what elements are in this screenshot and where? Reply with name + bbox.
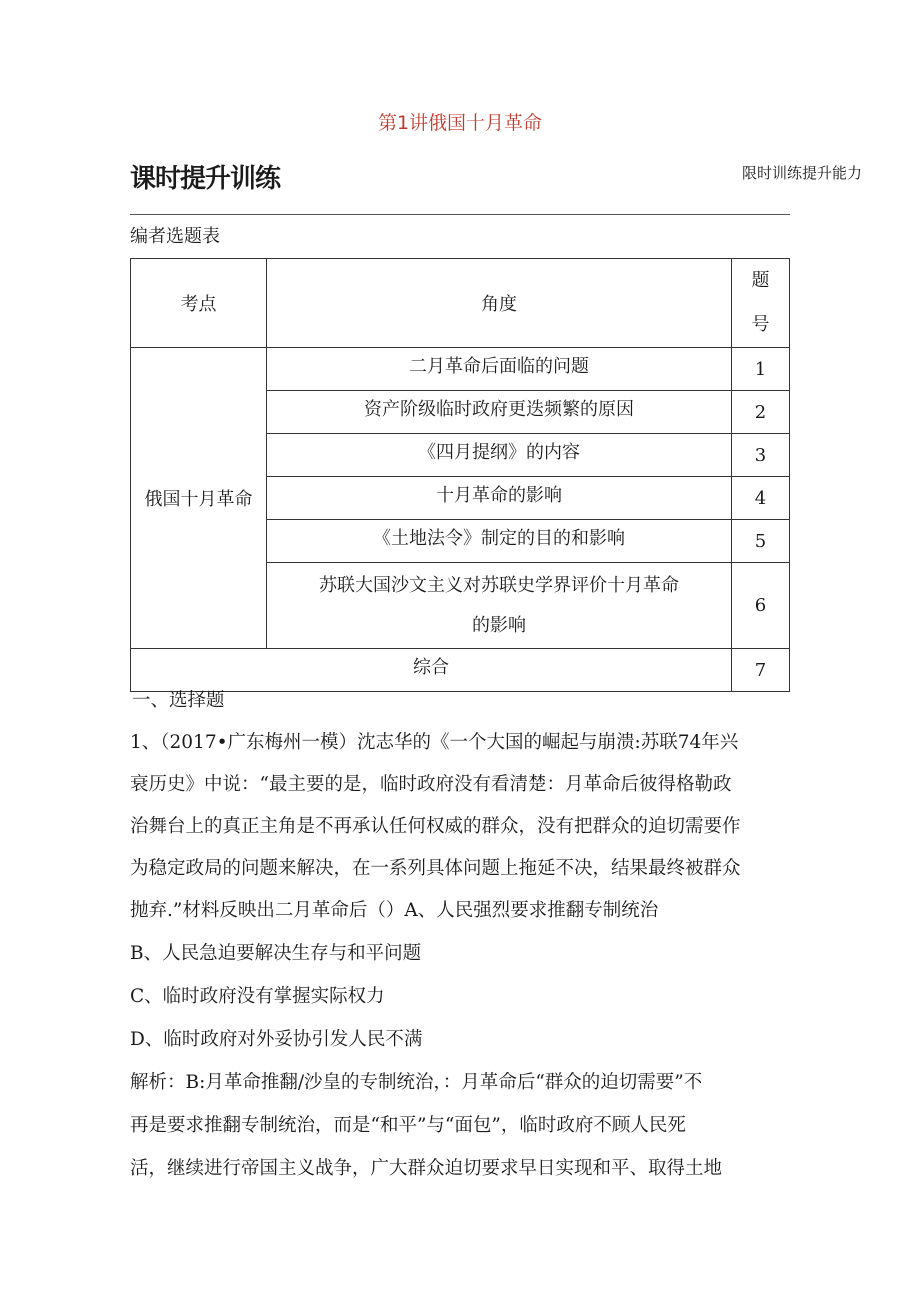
analysis-line: 活，继续进行帝国主义战争，广大群众迫切要求早日实现和平、取得土地 [130,1158,723,1179]
number-cell: 1 [732,348,790,391]
header-tihao-line1: 题 [751,270,770,291]
angle-cell: 资产阶级临时政府更迭频繁的原因 [267,391,732,434]
question-line: 抛弃.”材料反映出二月革命后（）A、人民强烈要求推翻专制统治 [130,900,659,921]
number-cell: 6 [732,563,790,649]
section-heading: 一、选择题 [132,690,225,711]
angle-cell: 《四月提纲》的内容 [267,434,732,477]
table-header-row [131,259,790,348]
header-tihao [732,259,790,348]
number-cell: 3 [732,434,790,477]
angle-cell: 二月革命后面临的问题 [267,348,732,391]
number-cell: 7 [732,649,790,692]
analysis-line: 解析：B:月革命推翻/沙皇的专制统治，：月革命后“群众的迫切需要”不 [130,1072,703,1093]
topic-selection-table [130,258,790,692]
header-kaodian: 考点 [131,259,267,348]
section-title: 课时提升训练 [130,164,281,194]
table-summary-row [131,649,790,692]
number-cell: 5 [732,520,790,563]
angle-cell: 十月革命的影响 [267,477,732,520]
angle-cell [267,563,732,649]
header-jiaodu: 角度 [267,259,732,348]
question-line: 治舞台上的真正主角是不再承认任何权威的群众，没有把群众的迫切需要作 [130,816,741,837]
option-b: B、人民急迫要解决生存与和平问题 [130,943,422,964]
question-line: 为稳定政局的问题来解决，在一系列具体问题上拖延不决，结果最终被群众 [130,858,741,879]
analysis-line: 再是要求推翻专制统治，而是“和平”与“面包”，临时政府不顾人民死 [130,1115,686,1136]
angle-line: 苏联大国沙文主义对苏联史学界评价十月革命 [319,574,679,596]
topic-cell: 俄国十月革命 [131,348,267,649]
angle-line: 的影响 [472,614,526,636]
angle-cell: 《土地法令》制定的目的和影响 [267,520,732,563]
question-line: 1、（2017•广东梅州一模）沈志华的《一个大国的崛起与崩溃:苏联74年兴 [130,732,739,753]
section-subtitle: 限时训练提升能力 [742,164,863,182]
option-d: D、临时政府对外妥协引发人民不满 [130,1029,423,1050]
number-cell: 4 [732,477,790,520]
number-cell: 2 [732,391,790,434]
table-caption: 编者选题表 [130,226,220,247]
lesson-title: 第1讲俄国十月革命 [377,112,543,134]
summary-label: 综合 [131,649,732,692]
option-c: C、临时政府没有掌握实际权力 [130,986,385,1007]
header-divider [130,214,790,215]
question-line: 衰历史》中说：“最主要的是，临时政府没有看清楚：月革命后彼得格勒政 [130,774,732,795]
header-tihao-line2: 号 [751,314,770,335]
table-row [131,348,790,391]
